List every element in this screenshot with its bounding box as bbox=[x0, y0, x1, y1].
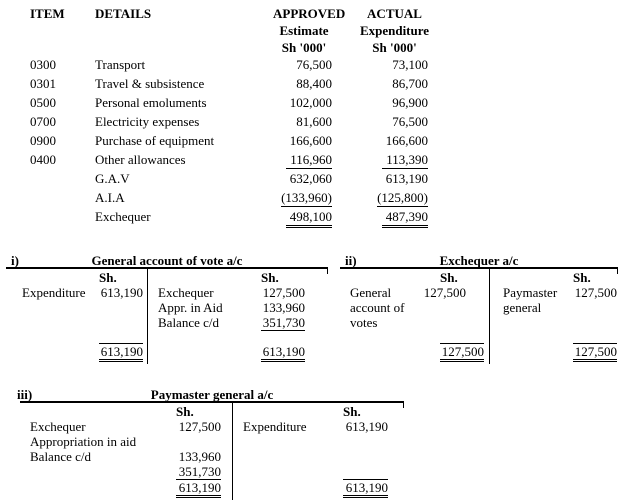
credit-side bbox=[490, 269, 618, 364]
total-row bbox=[158, 344, 305, 362]
total-amount: 613,190 bbox=[99, 343, 143, 362]
col-unit-actual: Sh '000' bbox=[372, 40, 417, 55]
currency-row bbox=[158, 270, 305, 285]
cell-details: Purchase of equipment bbox=[95, 133, 215, 148]
cell-details: Travel & subsistence bbox=[95, 76, 205, 91]
table-header-row-3 bbox=[30, 40, 432, 57]
ledger-amount: 127,500 bbox=[262, 285, 305, 300]
appropriation-table bbox=[30, 6, 432, 228]
cell-actual-value: (125,800) bbox=[377, 190, 428, 205]
t-account-paymaster-general bbox=[17, 387, 404, 500]
debit-side bbox=[20, 403, 233, 500]
cell-approved-value: 498,100 bbox=[286, 209, 332, 228]
cell-item: 0400 bbox=[30, 152, 56, 167]
ledger-label bbox=[30, 464, 176, 480]
cell-actual-value: 86,700 bbox=[392, 76, 428, 91]
currency-row bbox=[243, 404, 388, 419]
account-label: i) bbox=[11, 253, 19, 268]
cell-actual-value: 113,390 bbox=[382, 152, 428, 169]
currency-row bbox=[22, 270, 143, 285]
table-row bbox=[30, 190, 432, 209]
ledger-label: Paymaster general bbox=[503, 285, 558, 315]
ledger-amount bbox=[176, 434, 221, 449]
ledger-amount: 351,730 bbox=[262, 315, 305, 330]
table-row bbox=[30, 152, 432, 171]
ledger-label: Appropriation in aid bbox=[30, 434, 137, 449]
account-body bbox=[20, 403, 404, 500]
account-title: Exchequer a/c bbox=[439, 253, 519, 268]
ledger-label: Appr. in Aid bbox=[158, 300, 223, 315]
ledger-row bbox=[30, 449, 221, 464]
table-row bbox=[30, 133, 432, 152]
col-header-actual: ACTUAL bbox=[367, 6, 422, 21]
col-header-details: DETAILS bbox=[95, 6, 152, 21]
table-row bbox=[30, 209, 432, 228]
account-header bbox=[6, 253, 328, 269]
currency-label: Sh. bbox=[176, 404, 194, 419]
cell-actual-value: 613,190 bbox=[385, 171, 428, 186]
table-row bbox=[30, 57, 432, 76]
currency-label: Sh. bbox=[99, 270, 117, 285]
cell-details: A.I.A bbox=[95, 190, 125, 205]
ledger-row bbox=[158, 285, 305, 300]
ledger-amount: 351,730 bbox=[176, 464, 221, 480]
cell-item: 0300 bbox=[30, 57, 56, 72]
ledger-row bbox=[30, 434, 221, 449]
currency-row bbox=[503, 270, 617, 285]
total-amount: 127,500 bbox=[573, 343, 617, 362]
col-subheader-estimate: Estimate bbox=[279, 23, 329, 38]
total-row bbox=[350, 343, 484, 362]
ledger-label: Exchequer bbox=[158, 285, 214, 300]
total-row bbox=[503, 343, 617, 362]
ledger-row bbox=[158, 315, 305, 331]
col-header-item: ITEM bbox=[30, 6, 65, 21]
currency-label: Sh. bbox=[573, 270, 591, 285]
col-header-approved: APPROVED bbox=[273, 6, 346, 21]
cell-details: G.A.V bbox=[95, 171, 130, 186]
ledger-amount: 613,190 bbox=[100, 285, 143, 300]
account-body bbox=[340, 269, 618, 364]
currency-row bbox=[30, 404, 221, 419]
cell-approved-value: 116,960 bbox=[286, 152, 332, 169]
cell-details: Electricity expenses bbox=[95, 114, 200, 129]
table-row bbox=[30, 114, 432, 133]
total-row bbox=[243, 479, 388, 498]
account-title: General account of vote a/c bbox=[91, 253, 243, 268]
ledger-amount: 127,500 bbox=[574, 285, 617, 300]
debit-side bbox=[340, 269, 490, 364]
cell-approved-value: 76,500 bbox=[296, 57, 332, 72]
ledger-label: Exchequer bbox=[30, 419, 86, 434]
ledger-amount: 613,190 bbox=[345, 419, 388, 434]
cell-actual-value: 487,390 bbox=[382, 209, 428, 228]
cell-approved-value: 88,400 bbox=[296, 76, 332, 91]
currency-label: Sh. bbox=[343, 404, 361, 419]
cell-actual-value: 76,500 bbox=[392, 114, 428, 129]
cell-item: 0500 bbox=[30, 95, 56, 110]
cell-approved-value: 632,060 bbox=[289, 171, 332, 186]
cell-approved-value: 81,600 bbox=[296, 114, 332, 129]
cell-actual-value: 96,900 bbox=[392, 95, 428, 110]
table-row bbox=[30, 76, 432, 95]
cell-details: Other allowances bbox=[95, 152, 186, 167]
t-account-general-vote bbox=[6, 253, 328, 364]
debit-side bbox=[6, 269, 148, 364]
cell-actual-value: 73,100 bbox=[392, 57, 428, 72]
cell-item: 0700 bbox=[30, 114, 56, 129]
total-amount: 613,190 bbox=[343, 479, 388, 498]
ledger-amount: 133,960 bbox=[178, 449, 221, 464]
total-amount: 613,190 bbox=[261, 344, 305, 362]
account-title: Paymaster general a/c bbox=[150, 387, 274, 402]
cell-actual-value: 166,600 bbox=[385, 133, 428, 148]
cell-item: 0301 bbox=[30, 76, 56, 91]
cell-details: Personal emoluments bbox=[95, 95, 207, 110]
ledger-amount: 127,500 bbox=[423, 285, 466, 300]
table-row bbox=[30, 95, 432, 114]
ledger-row bbox=[30, 464, 221, 480]
total-amount: 127,500 bbox=[440, 343, 484, 362]
ledger-label: Expenditure bbox=[243, 419, 307, 434]
table-header-row-1 bbox=[30, 6, 432, 23]
account-header bbox=[17, 387, 404, 403]
table-header-row-2 bbox=[30, 23, 432, 40]
ledger-row bbox=[22, 285, 143, 300]
cell-item: 0900 bbox=[30, 133, 56, 148]
col-subheader-expenditure: Expenditure bbox=[359, 23, 430, 38]
ledger-amount: 133,960 bbox=[262, 300, 305, 315]
credit-side bbox=[233, 403, 404, 500]
credit-side bbox=[148, 269, 328, 364]
total-row bbox=[30, 480, 221, 498]
total-amount: 613,190 bbox=[176, 480, 221, 498]
currency-label: Sh. bbox=[440, 270, 458, 285]
account-label: iii) bbox=[17, 387, 33, 402]
col-unit-approved: Sh '000' bbox=[281, 40, 327, 55]
currency-label: Sh. bbox=[261, 270, 279, 285]
ledger-amount: 127,500 bbox=[178, 419, 221, 434]
ledger-row bbox=[350, 285, 484, 330]
cell-details: Transport bbox=[95, 57, 146, 72]
ledger-row bbox=[30, 419, 221, 434]
cell-details: Exchequer bbox=[95, 209, 151, 224]
ledger-label: Balance c/d bbox=[158, 315, 219, 330]
table-row bbox=[30, 171, 432, 190]
account-body bbox=[6, 269, 328, 364]
t-account-exchequer bbox=[340, 253, 618, 364]
account-label: ii) bbox=[345, 253, 357, 268]
account-header bbox=[340, 253, 618, 269]
cell-approved-value: 166,600 bbox=[289, 133, 332, 148]
ledger-row bbox=[243, 419, 388, 434]
ledger-label: Balance c/d bbox=[30, 449, 91, 464]
cell-approved-value: 102,000 bbox=[289, 95, 332, 110]
ledger-label: Expenditure bbox=[22, 285, 86, 300]
total-row bbox=[22, 343, 143, 362]
ledger-row bbox=[503, 285, 617, 315]
cell-approved-value: (133,960) bbox=[281, 190, 332, 205]
currency-row bbox=[350, 270, 484, 285]
ledger-row bbox=[158, 300, 305, 315]
ledger-label: General account of votes bbox=[350, 285, 405, 330]
